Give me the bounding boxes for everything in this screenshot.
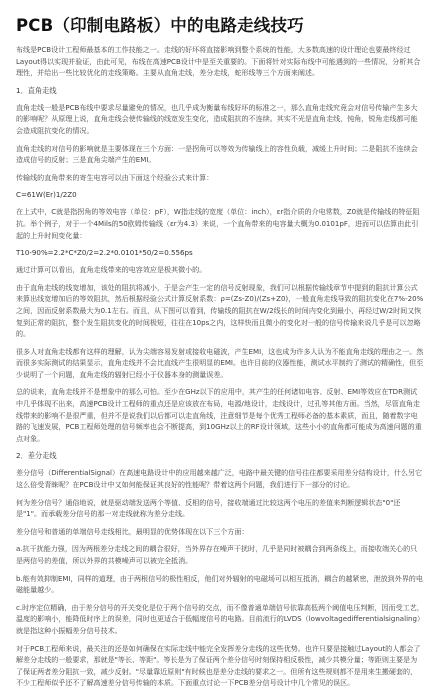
paragraph: 由于直角走线的线宽增加，该处的阻抗将减小，于是会产生一定的信号反射现象，我们可以根据传输线章节中提到的阻抗计算公式来算出线宽增加后的等效阻抗，然后根据经验公式计算反射系数：ρ=(Zs-Z0)/(Zs+Z0)，一般直角走线导致的阻抗变化在7%-20%之间，因而反射系数最大为0.1左右。而且，从下图可以看到，传输线的阻抗在W/2线长的时间内变化到最小，再经过W/2时间又恢复到正常的阻抗，整个发生阻抗变化的时间极短，往往在10ps之内，这样快而且微小的变化对一般的信号传输来说几乎是可以忽略的。 xyxy=(16,282,424,339)
list-item: c.时序定位精确，由于差分信号的开关变化是位于两个信号的交点，而不像普通单端信号依靠高低两个阈值电压判断，因而受工艺，温度的影响小，能降低时序上的误差，同时也更适合于低幅度信号的电路。目前流行的LVDS（lowvoltagedifferentialsignaling）就是指这种小振幅差分信号技术。 xyxy=(16,602,425,635)
formula-rise-time: T10-90%=2.2*C*Z0/2=2.2*0.0101*50/2=0.556ps xyxy=(16,248,193,258)
formula-capacitance: C=61W(Er)1/2Z0 xyxy=(16,190,77,200)
paragraph: 很多人对直角走线都有这样的理解，认为尖端容易发射或接收电磁波，产生EMI，这也成为许多人认为不能直角走线的理由之一。然而很多实际测试的结果显示，直角走线并不会比直线产生很明显的EMI。也许目前的仪器性能，测试水平制约了测试的精确性，但至少说明了一个问题，直角走线的辐射已经小于仪器本身的测量误差。 xyxy=(16,346,424,379)
paragraph: 何为差分信号？通俗地说，就是驱动端发送两个等值、反相的信号，接收端通过比较这两个电压的差值来判断逻辑状态"0"还是"1"。而承载差分信号的那一对走线就称为差分走线。 xyxy=(16,497,401,519)
paragraph: 差分信号和普通的单端信号走线相比，最明显的优势体现在以下三个方面： xyxy=(16,526,249,536)
section-heading-differential: 2．差分走线 xyxy=(16,451,57,461)
paragraph: 通过计算可以看出，直角走线带来的电容效应是极其微小的。 xyxy=(16,265,207,275)
paragraph: 总的说来，直角走线并不是想象中的那么可怕。至少在GHz以下的应用中，其产生的任何诸如电容、反射、EMI等效应在TDR测试中几乎体现不出来，高速PCB设计工程师的重点还是应该放在布局，电源/地设计，走线设计，过孔等其他方面。当然，尽管直角走线带来的影响不是很严重，但并不是说我们以后都可以走直角线，注意细节是每个优秀工程师必备的基本素质，而且，随着数字电路的飞速发展，PCB工程师处理的信号频率也会不断提高，到10GHz以上的RF设计领域，这些小小的直角都可能成为高速问题的重点对象。 xyxy=(16,387,422,443)
paragraph: 在上式中，C就是指拐角的等效电容（单位：pF），W指走线的宽度（单位：inch），εr指介质的介电常数，Z0就是传输线的特征阻抗。举个例子，对于一个4Mils的50欧姆传输线（εr为4.3）来说，一个直角带来的电容量大概为0.0101pF，进而可以估算由此引起的上升时间变化量： xyxy=(16,207,420,240)
list-item: a.抗干扰能力强，因为两根差分走线之间的耦合很好，当外界存在噪声干扰时，几乎是同时被耦合到两条线上，而接收端关心的只是两信号的差值，所以外界的共模噪声可以被完全抵消。 xyxy=(16,544,418,565)
paragraph: 对于PCB工程师来说，最关注的还是如何确保在实际走线中能完全发挥差分走线的这些优势。也许只要是接触过Layout的人都会了解差分走线的一般要求，那就是"等长、等距"。等长是为了保证两个差分信号时刻保持相反极性，减少共模分量；等距则主要是为了保证两者差分阻抗一致，减少反射。"尽量靠近原则"有时候也是差分走线的要求之一。但所有这些规则都不是用来生搬硬套的，不少工程师似乎还不了解高速差分信号传输的本质。下面重点讨论一下PCB差分信号设计中几个常见的误区。 xyxy=(16,643,421,688)
list-item: b.能有效抑制EMI，同样的道理，由于两根信号的极性相反，他们对外辐射的电磁场可以相互抵消，耦合的越紧密，泄放到外界的电磁能量越少。 xyxy=(16,573,423,595)
paragraph: 差分信号（DifferentialSignal）在高速电路设计中的应用越来越广泛，电路中最关键的信号往往都要采用差分结构设计，什么另它这么倍受青睐呢？在PCB设计中又如何能保证其良好的性能呢？带着这两个问题，我们进行下一部分的讨论。 xyxy=(16,468,423,490)
page-title: PCB（印制电路板）中的电路走线技巧 xyxy=(16,16,304,35)
paragraph: 直角走线的对信号的影响就是主要体现在三个方面：一是拐角可以等效为传输线上的容性负载，减缓上升时间；二是阻抗不连续会造成信号的反射；三是直角尖端产生的EMI。 xyxy=(16,143,418,165)
section-heading-right-angle: 1．直角走线 xyxy=(16,85,57,95)
paragraph: 传输线的直角带来的寄生电容可以由下面这个经验公式来计算： xyxy=(16,172,214,182)
paragraph: 直角走线一般是PCB布线中要求尽量避免的情况，也几乎成为衡量布线好坏的标准之一，那么直角走线究竟会对信号传输产生多大的影响呢？从原理上说，直角走线会使传输线的线宽发生变化，造成阻抗的不连续。其实不光是直角走线，钝角，锐角走线都可能会造成阻抗变化的情况。 xyxy=(16,102,418,135)
intro-paragraph: 布线是PCB设计工程师最基本的工作技能之一。走线的好坏将直接影响到整个系统的性能，大多数高速的设计理论也要最终经过Layout得以实现并验证，由此可见，布线在高速PCB设计中是至关重要的。下面将针对实际布线中可能遇到的一些情况，分析其合理性，并给出一些比较优化的走线策略。主要从直角走线，差分走线，蛇形线等三个方面来阐述。 xyxy=(16,45,421,78)
